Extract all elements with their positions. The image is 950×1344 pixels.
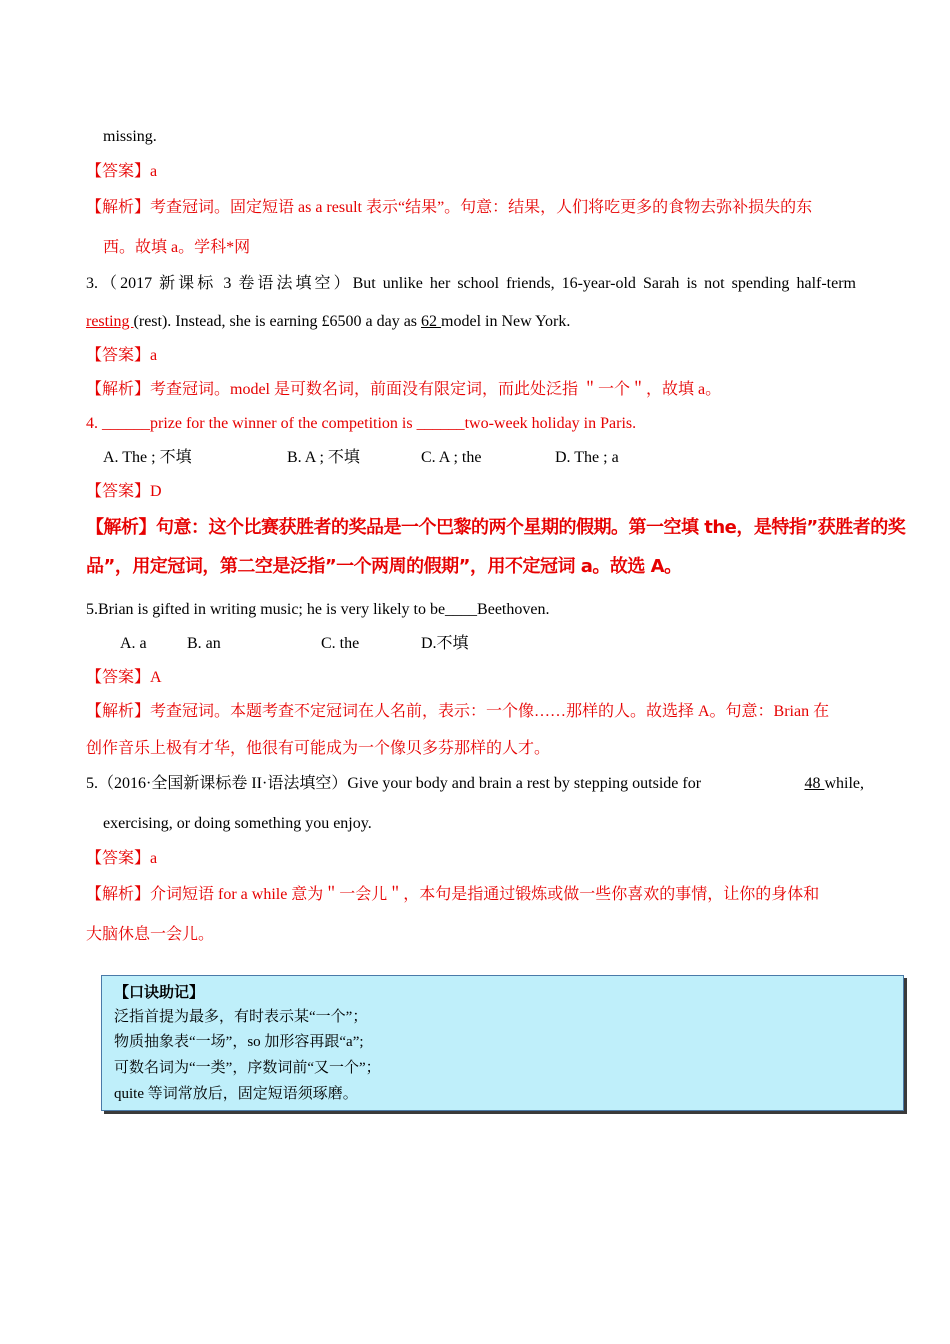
option-a: A. The ; 不填 [103,449,192,466]
explanation-line: 品”，用定冠词，第二空是泛指”一个两周的假期”，用不定冠词 a。故选 A。 [86,556,682,577]
question-3-line-1 [86,274,856,294]
question-6-line-2: exercising, or doing something you enjoy. [103,815,372,832]
explanation-line: 西。故填 a。学科*网 [103,239,251,256]
mnemonic-line: 泛指首提为最多，有时表示某“一个”； [114,1009,368,1025]
mnemonic-title: 【口诀助记】 [114,983,205,1001]
explanation-line: 【解析】句意：这个比赛获胜者的奖品是一个巴黎的两个星期的假期。第一空填 the，是特指”获胜者的奖 [86,517,906,538]
text-line: missing. [103,128,157,145]
answer-line: 【答案】a [86,347,158,364]
question-6-line-1 [86,774,864,794]
question-3-text: 3.（2017 新课标 3 卷语法填空）But unlike her school friends, 16-year-old Sarah is not spending half-term [86,275,856,292]
option-b: B. A ; 不填 [287,449,360,466]
option-a: A. a [120,635,147,652]
explanation-line: 大脑休息一会儿。 [86,926,215,943]
question-4: 4. ______prize for the winner of the competition is ______two-week holiday in Paris. [86,415,637,432]
explanation-line: 【解析】考查冠词。固定短语 as a result 表示“结果”。句意：结果，人们将吃更多的食物去弥补损失的东 [86,199,813,216]
option-c: C. the [321,635,360,652]
option-b: B. an [187,635,221,652]
question-5: 5.Brian is gifted in writing music; he is very likely to be____Beethoven. [86,601,550,618]
example-answer-resting: resting [86,313,134,330]
explanation-line: 【解析】考查冠词。model 是可数名词，前面没有限定词，而此处泛指 ＂一个＂，故填 a。 [86,381,722,398]
blank-62: 62 [421,313,442,330]
answer-line: 【答案】A [86,669,162,686]
option-c: C. A ; the [421,449,482,466]
question-3-text: (rest). Instead, she is earning £6500 a day as [133,313,422,330]
explanation-line: 【解析】考查冠词。本题考查不定冠词在人名前，表示：一个像……那样的人。故选择 A。句意：Brian 在 [86,703,830,720]
mnemonic-line: 物质抽象表“一场”，so 加形容再跟“a”; [114,1034,364,1050]
explanation-line: 创作音乐上极有才华，他很有可能成为一个像贝多芬那样的人才。 [86,740,551,757]
option-d: D. The ; a [555,449,619,466]
answer-line: 【答案】a [86,163,158,180]
answer-line: 【答案】a [86,850,158,867]
question-6-text: 5.（2016·全国新课标卷 II·语法填空）Give your body and brain a rest by stepping outside for [86,775,702,792]
option-d: D.不填 [421,635,469,652]
explanation-line: 【解析】介词短语 for a while 意为＂一会儿＂，本句是指通过锻炼或做一些你喜欢的事情，让你的身体和 [86,886,820,903]
mnemonic-box [101,975,904,1111]
blank-48: 48 [804,775,825,792]
mnemonic-line: quite 等词常放后，固定短语须琢磨。 [114,1086,358,1102]
question-6-text: while, [824,775,864,792]
mnemonic-line: 可数名词为“一类”，序数词前“又一个”； [114,1060,381,1076]
question-3-line-2 [86,312,570,332]
answer-line: 【答案】D [86,483,162,500]
question-3-text: model in New York. [441,313,571,330]
